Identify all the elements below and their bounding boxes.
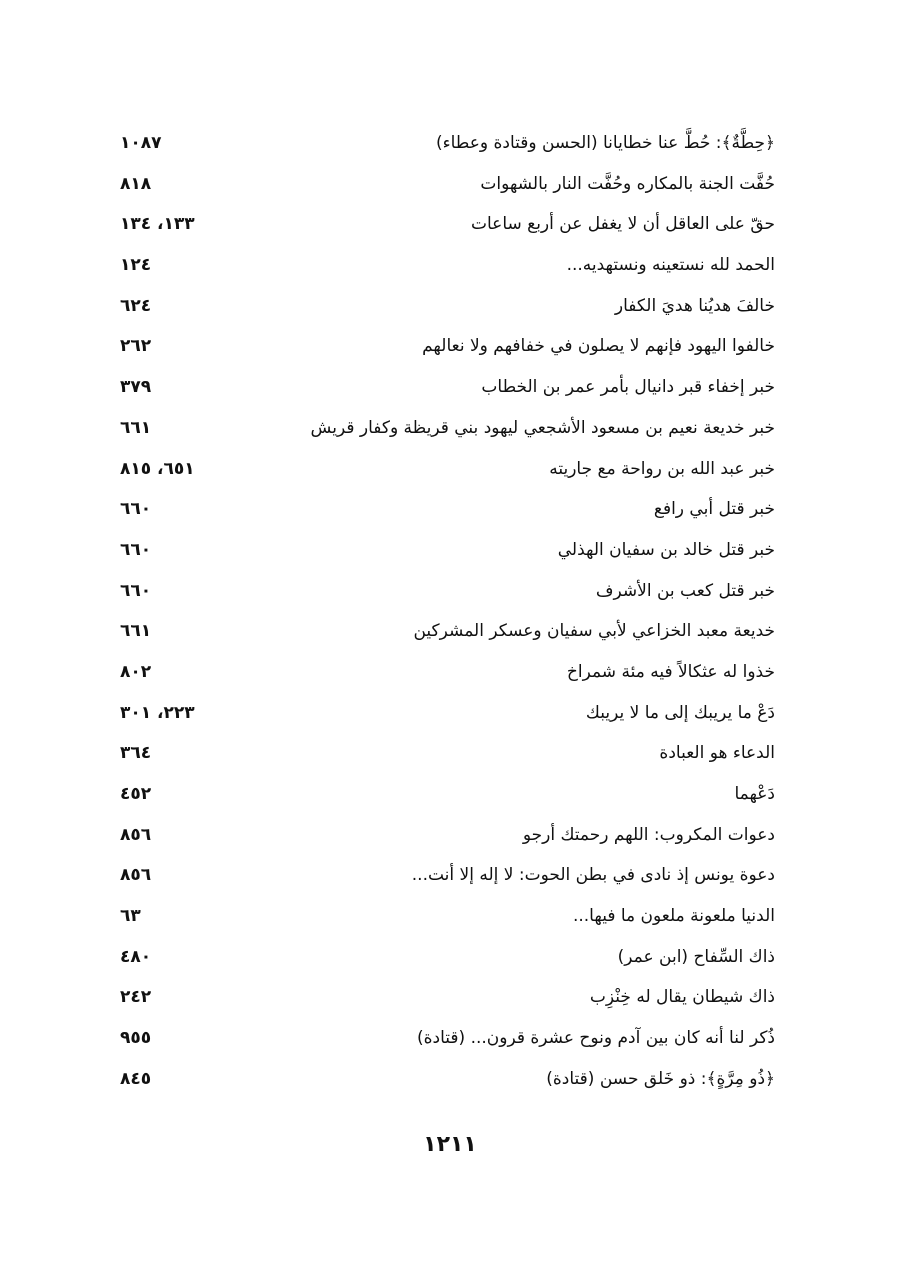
entry-pages: ٩٥٥ <box>120 1028 152 1049</box>
entry-pages: ٦٢٤ <box>120 295 152 316</box>
entry-text: حُفَّت الجنة بالمكاره وحُفَّت النار بالشهوات <box>480 173 775 194</box>
index-entry <box>120 856 775 897</box>
entry-text: دعوة يونس إذ نادى في بطن الحوت: لا إله إلا أنت... <box>411 865 775 886</box>
entry-text: خبر قتل خالد بن سفيان الهذلي <box>557 539 775 560</box>
entry-pages: ٨٤٥ <box>120 1068 152 1089</box>
entry-pages: ٦٦٠ <box>120 539 152 560</box>
entry-pages: ٣٧٩ <box>120 377 152 398</box>
entry-text: الحمد لله نستعينه ونستهديه... <box>566 255 775 276</box>
index-entry <box>120 490 775 531</box>
index-list <box>120 124 775 1101</box>
entry-text: خبر عبد الله بن رواحة مع جاريته <box>549 458 775 479</box>
entry-pages: ٢٢٣، ٣٠١ <box>120 702 195 723</box>
index-entry <box>120 368 775 409</box>
entry-text: ذاك شيطان يقال له خِنْزِب <box>589 987 775 1008</box>
entry-text: خديعة معبد الخزاعي لأبي سفيان وعسكر المشركين <box>413 621 775 642</box>
entry-pages: ١٠٨٧ <box>120 133 162 153</box>
entry-pages: ٤٨٠ <box>120 946 152 967</box>
entry-pages: ٦٦١ <box>120 417 152 438</box>
entry-text: خالفوا اليهود فإنهم لا يصلون في خفافهم ولا نعالهم <box>422 336 775 357</box>
index-entry <box>120 734 775 775</box>
entry-pages: ٤٥٢ <box>120 784 152 804</box>
entry-pages: ٨٥٦ <box>120 824 152 845</box>
index-entry <box>120 572 775 613</box>
entry-pages: ٣٦٤ <box>120 743 152 764</box>
entry-text: ﴿ذُو مِرَّةٍ﴾: ذو خَلق حسن (قتادة) <box>546 1068 775 1089</box>
entry-pages: ٢٤٢ <box>120 987 152 1008</box>
entry-text: خبر خديعة نعيم بن مسعود الأشجعي ليهود بني قريظة وكفار قريش <box>310 417 775 438</box>
entry-pages: ٦٦٠ <box>120 580 152 601</box>
entry-text: حقّ على العاقل أن لا يغفل عن أربع ساعات <box>471 214 775 235</box>
entry-pages: ٨١٨ <box>120 173 152 194</box>
index-entry <box>120 124 775 165</box>
entry-pages: ٢٦٢ <box>120 336 152 357</box>
entry-text: الدعاء هو العبادة <box>659 743 775 764</box>
entry-text: خالفَ هديُنا هديَ الكفار <box>614 295 775 316</box>
entry-pages: ٦٥١، ٨١٥ <box>120 458 195 479</box>
entry-pages: ٦٦١ <box>120 621 152 642</box>
entry-text: ﴿حِطَّةٌ﴾: حُطَّ عنا خطايانا (الحسن وقتادة وعطاء) <box>435 133 775 153</box>
entry-text: خبر قتل أبي رافع <box>653 499 775 520</box>
index-entry <box>120 409 775 450</box>
index-entry <box>120 1060 775 1101</box>
entry-text: دعوات المكروب: اللهم رحمتك أرجو <box>522 824 775 845</box>
index-entry <box>120 1019 775 1060</box>
index-entry <box>120 205 775 246</box>
entry-text: دَعْهما <box>734 784 775 804</box>
entry-pages: ٨٠٢ <box>120 661 152 682</box>
index-entry <box>120 246 775 287</box>
index-entry <box>120 287 775 328</box>
index-entry <box>120 816 775 857</box>
index-entry <box>120 327 775 368</box>
index-entry <box>120 450 775 491</box>
entry-text: دَعْ ما يريبك إلى ما لا يريبك <box>585 702 775 723</box>
entry-text: الدنيا ملعونة ملعون ما فيها... <box>572 906 775 927</box>
index-entry <box>120 694 775 735</box>
entry-pages: ٦٦٠ <box>120 499 152 520</box>
entry-text: خذوا له عثكالاً فيه مئة شمراخ <box>566 661 775 682</box>
entry-text: ذُكر لنا أنه كان بين آدم ونوح عشرة قرون... (قتادة) <box>417 1028 775 1049</box>
entry-pages: ٦٣ <box>120 906 141 927</box>
index-entry <box>120 978 775 1019</box>
entry-pages: ١٢٤ <box>120 255 152 276</box>
page-number: ١٢١١ <box>423 1132 477 1157</box>
index-entry <box>120 653 775 694</box>
entry-pages: ١٣٣، ١٣٤ <box>120 214 195 235</box>
index-entry <box>120 612 775 653</box>
index-entry <box>120 938 775 979</box>
index-entry <box>120 775 775 816</box>
index-entry <box>120 897 775 938</box>
entry-text: خبر إخفاء قبر دانيال بأمر عمر بن الخطاب <box>481 377 775 398</box>
index-entry <box>120 531 775 572</box>
entry-text: خبر قتل كعب بن الأشرف <box>595 580 775 601</box>
entry-pages: ٨٥٦ <box>120 865 152 886</box>
index-entry <box>120 165 775 206</box>
entry-text: ذاك السِّفاح (ابن عمر) <box>617 946 775 967</box>
